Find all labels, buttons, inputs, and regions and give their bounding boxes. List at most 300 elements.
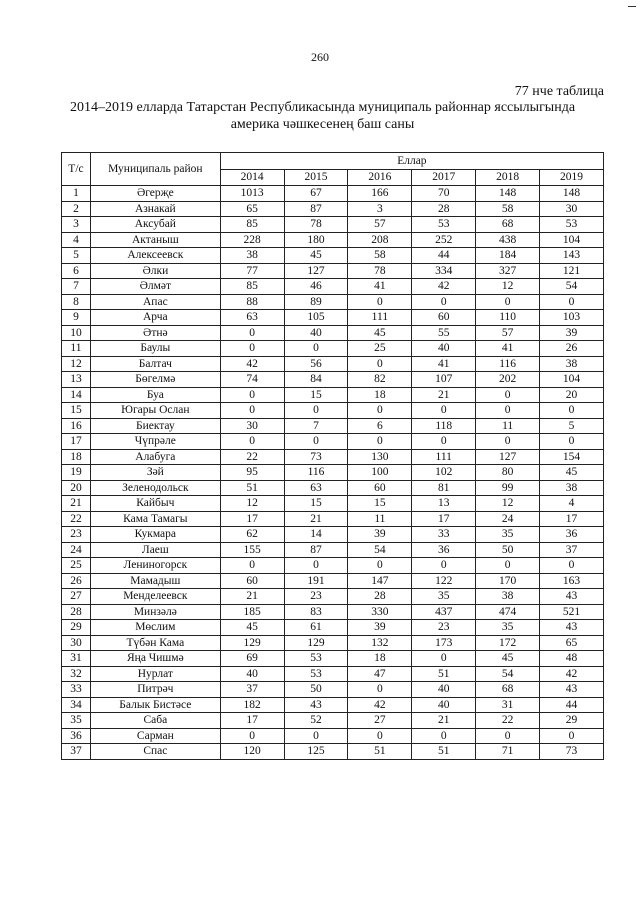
year-value: 208 bbox=[348, 232, 412, 248]
year-value: 99 bbox=[476, 480, 540, 496]
year-value: 26 bbox=[540, 341, 604, 357]
year-value: 14 bbox=[284, 527, 348, 543]
table-row bbox=[62, 465, 604, 481]
row-number: 30 bbox=[62, 635, 91, 651]
year-value: 78 bbox=[348, 263, 412, 279]
year-value: 0 bbox=[220, 403, 284, 419]
table-number: 77 нче таблица bbox=[514, 84, 604, 99]
table-row bbox=[62, 310, 604, 326]
year-value: 17 bbox=[220, 713, 284, 729]
year-value: 35 bbox=[476, 527, 540, 543]
table-row bbox=[62, 682, 604, 698]
table-row bbox=[62, 635, 604, 651]
table-row bbox=[62, 279, 604, 295]
year-value: 47 bbox=[348, 666, 412, 682]
year-value: 41 bbox=[476, 341, 540, 357]
year-value: 44 bbox=[412, 248, 476, 264]
year-value: 51 bbox=[348, 744, 412, 760]
row-number: 23 bbox=[62, 527, 91, 543]
year-value: 29 bbox=[540, 713, 604, 729]
table-row bbox=[62, 434, 604, 450]
row-number: 14 bbox=[62, 387, 91, 403]
year-value: 173 bbox=[412, 635, 476, 651]
district-name: Алабуга bbox=[90, 449, 220, 465]
district-name: Бөгелмә bbox=[90, 372, 220, 388]
year-value: 65 bbox=[540, 635, 604, 651]
year-value: 0 bbox=[284, 403, 348, 419]
district-name: Кайбыч bbox=[90, 496, 220, 512]
year-value: 50 bbox=[284, 682, 348, 698]
year-value: 87 bbox=[284, 542, 348, 558]
district-name: Арча bbox=[90, 310, 220, 326]
year-value: 0 bbox=[220, 728, 284, 744]
year-value: 163 bbox=[540, 573, 604, 589]
year-value: 17 bbox=[220, 511, 284, 527]
year-value: 38 bbox=[540, 356, 604, 372]
table-row bbox=[62, 651, 604, 667]
row-number: 2 bbox=[62, 201, 91, 217]
row-number: 28 bbox=[62, 604, 91, 620]
year-value: 172 bbox=[476, 635, 540, 651]
table-row bbox=[62, 542, 604, 558]
district-name: Баулы bbox=[90, 341, 220, 357]
district-name: Кама Тамагы bbox=[90, 511, 220, 527]
year-value: 7 bbox=[284, 418, 348, 434]
table-body bbox=[62, 186, 604, 760]
year-value: 13 bbox=[412, 496, 476, 512]
year-value: 39 bbox=[348, 620, 412, 636]
year-value: 63 bbox=[284, 480, 348, 496]
year-value: 521 bbox=[540, 604, 604, 620]
year-value: 100 bbox=[348, 465, 412, 481]
district-name: Әлмәт bbox=[90, 279, 220, 295]
row-number: 15 bbox=[62, 403, 91, 419]
year-value: 37 bbox=[220, 682, 284, 698]
table-row bbox=[62, 341, 604, 357]
year-value: 40 bbox=[412, 682, 476, 698]
year-value: 4 bbox=[540, 496, 604, 512]
district-name: Аксубай bbox=[90, 217, 220, 233]
page-number: 260 bbox=[311, 50, 329, 64]
year-value: 56 bbox=[284, 356, 348, 372]
year-value: 104 bbox=[540, 232, 604, 248]
year-value: 22 bbox=[220, 449, 284, 465]
year-value: 0 bbox=[476, 434, 540, 450]
year-value: 0 bbox=[220, 341, 284, 357]
year-value: 54 bbox=[540, 279, 604, 295]
year-value: 53 bbox=[540, 217, 604, 233]
table-row bbox=[62, 248, 604, 264]
year-value: 102 bbox=[412, 465, 476, 481]
year-value: 334 bbox=[412, 263, 476, 279]
year-value: 0 bbox=[476, 403, 540, 419]
row-number: 29 bbox=[62, 620, 91, 636]
year-value: 143 bbox=[540, 248, 604, 264]
year-value: 36 bbox=[540, 527, 604, 543]
district-name: Әгерҗе bbox=[90, 186, 220, 202]
header-year: 2017 bbox=[412, 169, 476, 186]
year-value: 182 bbox=[220, 697, 284, 713]
year-value: 12 bbox=[476, 279, 540, 295]
header-year: 2019 bbox=[540, 169, 604, 186]
year-value: 53 bbox=[284, 666, 348, 682]
year-value: 40 bbox=[412, 697, 476, 713]
table-row bbox=[62, 201, 604, 217]
district-name: Актаныш bbox=[90, 232, 220, 248]
year-value: 148 bbox=[476, 186, 540, 202]
district-name: Түбән Кама bbox=[90, 635, 220, 651]
year-value: 21 bbox=[412, 387, 476, 403]
year-value: 30 bbox=[540, 201, 604, 217]
row-number: 33 bbox=[62, 682, 91, 698]
year-value: 0 bbox=[412, 728, 476, 744]
year-value: 0 bbox=[220, 434, 284, 450]
year-value: 147 bbox=[348, 573, 412, 589]
year-value: 57 bbox=[348, 217, 412, 233]
table-row bbox=[62, 356, 604, 372]
year-value: 6 bbox=[348, 418, 412, 434]
year-value: 78 bbox=[284, 217, 348, 233]
district-name: Әлки bbox=[90, 263, 220, 279]
year-value: 438 bbox=[476, 232, 540, 248]
year-value: 11 bbox=[476, 418, 540, 434]
table-row bbox=[62, 387, 604, 403]
year-value: 38 bbox=[476, 589, 540, 605]
year-value: 22 bbox=[476, 713, 540, 729]
year-value: 18 bbox=[348, 651, 412, 667]
table-row bbox=[62, 728, 604, 744]
row-number: 10 bbox=[62, 325, 91, 341]
year-value: 116 bbox=[476, 356, 540, 372]
year-value: 15 bbox=[348, 496, 412, 512]
table-row bbox=[62, 263, 604, 279]
year-value: 30 bbox=[220, 418, 284, 434]
table-row bbox=[62, 372, 604, 388]
year-value: 104 bbox=[540, 372, 604, 388]
year-value: 33 bbox=[412, 527, 476, 543]
year-value: 73 bbox=[540, 744, 604, 760]
year-value: 51 bbox=[412, 744, 476, 760]
corner-mark bbox=[628, 6, 636, 7]
year-value: 120 bbox=[220, 744, 284, 760]
header-district: Муниципаль район bbox=[90, 153, 220, 186]
year-value: 38 bbox=[540, 480, 604, 496]
header-year: 2016 bbox=[348, 169, 412, 186]
row-number: 22 bbox=[62, 511, 91, 527]
table-row bbox=[62, 403, 604, 419]
year-value: 51 bbox=[220, 480, 284, 496]
year-value: 43 bbox=[540, 589, 604, 605]
year-value: 36 bbox=[412, 542, 476, 558]
row-number: 1 bbox=[62, 186, 91, 202]
year-value: 37 bbox=[540, 542, 604, 558]
year-value: 185 bbox=[220, 604, 284, 620]
year-value: 0 bbox=[284, 434, 348, 450]
year-value: 127 bbox=[476, 449, 540, 465]
row-number: 7 bbox=[62, 279, 91, 295]
district-name: Мөслим bbox=[90, 620, 220, 636]
row-number: 27 bbox=[62, 589, 91, 605]
data-table bbox=[61, 152, 604, 760]
year-value: 38 bbox=[220, 248, 284, 264]
row-number: 6 bbox=[62, 263, 91, 279]
year-value: 35 bbox=[476, 620, 540, 636]
year-value: 107 bbox=[412, 372, 476, 388]
district-name: Спас bbox=[90, 744, 220, 760]
year-value: 155 bbox=[220, 542, 284, 558]
year-value: 35 bbox=[412, 589, 476, 605]
year-value: 25 bbox=[348, 341, 412, 357]
table-row bbox=[62, 697, 604, 713]
year-value: 0 bbox=[348, 403, 412, 419]
year-value: 45 bbox=[476, 651, 540, 667]
year-value: 45 bbox=[540, 465, 604, 481]
row-number: 3 bbox=[62, 217, 91, 233]
year-value: 40 bbox=[412, 341, 476, 357]
year-value: 0 bbox=[412, 651, 476, 667]
year-value: 65 bbox=[220, 201, 284, 217]
year-value: 15 bbox=[284, 496, 348, 512]
year-value: 132 bbox=[348, 635, 412, 651]
year-value: 67 bbox=[284, 186, 348, 202]
year-value: 81 bbox=[412, 480, 476, 496]
year-value: 116 bbox=[284, 465, 348, 481]
district-name: Сарман bbox=[90, 728, 220, 744]
year-value: 474 bbox=[476, 604, 540, 620]
district-name: Зеленодольск bbox=[90, 480, 220, 496]
year-value: 24 bbox=[476, 511, 540, 527]
year-value: 45 bbox=[284, 248, 348, 264]
year-value: 28 bbox=[412, 201, 476, 217]
table-header bbox=[62, 153, 604, 186]
district-name: Балтач bbox=[90, 356, 220, 372]
year-value: 45 bbox=[220, 620, 284, 636]
row-number: 25 bbox=[62, 558, 91, 574]
year-value: 180 bbox=[284, 232, 348, 248]
year-value: 63 bbox=[220, 310, 284, 326]
row-number: 9 bbox=[62, 310, 91, 326]
district-name: Буа bbox=[90, 387, 220, 403]
year-value: 5 bbox=[540, 418, 604, 434]
row-number: 35 bbox=[62, 713, 91, 729]
table-title-line-2: америка чәшкесенең баш саны bbox=[230, 117, 415, 132]
row-number: 21 bbox=[62, 496, 91, 512]
year-value: 69 bbox=[220, 651, 284, 667]
header-row-top bbox=[62, 153, 604, 170]
year-value: 125 bbox=[284, 744, 348, 760]
year-value: 0 bbox=[412, 294, 476, 310]
year-value: 0 bbox=[412, 403, 476, 419]
table-row bbox=[62, 527, 604, 543]
year-value: 42 bbox=[220, 356, 284, 372]
year-value: 43 bbox=[284, 697, 348, 713]
year-value: 62 bbox=[220, 527, 284, 543]
year-value: 51 bbox=[412, 666, 476, 682]
year-value: 118 bbox=[412, 418, 476, 434]
year-value: 44 bbox=[540, 697, 604, 713]
year-value: 82 bbox=[348, 372, 412, 388]
row-number: 32 bbox=[62, 666, 91, 682]
year-value: 0 bbox=[284, 558, 348, 574]
year-value: 73 bbox=[284, 449, 348, 465]
year-value: 170 bbox=[476, 573, 540, 589]
year-value: 80 bbox=[476, 465, 540, 481]
year-value: 0 bbox=[540, 728, 604, 744]
table-row bbox=[62, 589, 604, 605]
year-value: 31 bbox=[476, 697, 540, 713]
year-value: 83 bbox=[284, 604, 348, 620]
year-value: 0 bbox=[348, 558, 412, 574]
year-value: 437 bbox=[412, 604, 476, 620]
year-value: 46 bbox=[284, 279, 348, 295]
year-value: 43 bbox=[540, 620, 604, 636]
table-title bbox=[40, 99, 605, 133]
year-value: 70 bbox=[412, 186, 476, 202]
district-name: Мамадыш bbox=[90, 573, 220, 589]
table-title-line-1: 2014–2019 елларда Татарстан Республикасында муниципаль районнар яссылыгында bbox=[69, 100, 576, 115]
district-name: Биектау bbox=[90, 418, 220, 434]
year-value: 42 bbox=[412, 279, 476, 295]
year-value: 60 bbox=[348, 480, 412, 496]
row-number: 26 bbox=[62, 573, 91, 589]
table-row bbox=[62, 744, 604, 760]
row-number: 36 bbox=[62, 728, 91, 744]
district-name: Нурлат bbox=[90, 666, 220, 682]
year-value: 11 bbox=[348, 511, 412, 527]
row-number: 5 bbox=[62, 248, 91, 264]
row-number: 18 bbox=[62, 449, 91, 465]
year-value: 127 bbox=[284, 263, 348, 279]
year-value: 154 bbox=[540, 449, 604, 465]
year-value: 0 bbox=[476, 728, 540, 744]
year-value: 3 bbox=[348, 201, 412, 217]
row-number: 37 bbox=[62, 744, 91, 760]
row-number: 19 bbox=[62, 465, 91, 481]
year-value: 18 bbox=[348, 387, 412, 403]
row-number: 31 bbox=[62, 651, 91, 667]
year-value: 0 bbox=[348, 682, 412, 698]
year-value: 21 bbox=[284, 511, 348, 527]
year-value: 58 bbox=[476, 201, 540, 217]
year-value: 54 bbox=[476, 666, 540, 682]
year-value: 53 bbox=[412, 217, 476, 233]
year-value: 60 bbox=[412, 310, 476, 326]
table-row bbox=[62, 480, 604, 496]
year-value: 60 bbox=[220, 573, 284, 589]
year-value: 85 bbox=[220, 279, 284, 295]
year-value: 122 bbox=[412, 573, 476, 589]
row-number: 20 bbox=[62, 480, 91, 496]
year-value: 88 bbox=[220, 294, 284, 310]
table-row bbox=[62, 620, 604, 636]
district-name: Яңа Чишмә bbox=[90, 651, 220, 667]
year-value: 61 bbox=[284, 620, 348, 636]
table-row bbox=[62, 418, 604, 434]
year-value: 77 bbox=[220, 263, 284, 279]
year-value: 130 bbox=[348, 449, 412, 465]
year-value: 68 bbox=[476, 217, 540, 233]
district-name: Кукмара bbox=[90, 527, 220, 543]
row-number: 8 bbox=[62, 294, 91, 310]
year-value: 39 bbox=[540, 325, 604, 341]
year-value: 42 bbox=[540, 666, 604, 682]
year-value: 103 bbox=[540, 310, 604, 326]
year-value: 327 bbox=[476, 263, 540, 279]
year-value: 0 bbox=[220, 325, 284, 341]
district-name: Питрәч bbox=[90, 682, 220, 698]
year-value: 0 bbox=[348, 356, 412, 372]
year-value: 54 bbox=[348, 542, 412, 558]
district-name: Зәй bbox=[90, 465, 220, 481]
row-number: 24 bbox=[62, 542, 91, 558]
year-value: 0 bbox=[540, 558, 604, 574]
year-value: 0 bbox=[540, 294, 604, 310]
year-value: 68 bbox=[476, 682, 540, 698]
year-value: 330 bbox=[348, 604, 412, 620]
row-number: 12 bbox=[62, 356, 91, 372]
year-value: 28 bbox=[348, 589, 412, 605]
table-row bbox=[62, 573, 604, 589]
year-value: 71 bbox=[476, 744, 540, 760]
header-num: Т/с bbox=[62, 153, 91, 186]
year-value: 191 bbox=[284, 573, 348, 589]
row-number: 13 bbox=[62, 372, 91, 388]
year-value: 12 bbox=[476, 496, 540, 512]
year-value: 0 bbox=[348, 434, 412, 450]
header-year: 2014 bbox=[220, 169, 284, 186]
year-value: 17 bbox=[540, 511, 604, 527]
district-name: Апас bbox=[90, 294, 220, 310]
table-row bbox=[62, 186, 604, 202]
year-value: 0 bbox=[412, 558, 476, 574]
table-row bbox=[62, 294, 604, 310]
year-value: 95 bbox=[220, 465, 284, 481]
year-value: 0 bbox=[220, 387, 284, 403]
year-value: 45 bbox=[348, 325, 412, 341]
year-value: 184 bbox=[476, 248, 540, 264]
year-value: 166 bbox=[348, 186, 412, 202]
district-name: Чүпрәле bbox=[90, 434, 220, 450]
year-value: 111 bbox=[348, 310, 412, 326]
year-value: 0 bbox=[284, 341, 348, 357]
district-name: Әтнә bbox=[90, 325, 220, 341]
year-value: 87 bbox=[284, 201, 348, 217]
year-value: 110 bbox=[476, 310, 540, 326]
table-row bbox=[62, 511, 604, 527]
year-value: 129 bbox=[284, 635, 348, 651]
district-name: Минзәлә bbox=[90, 604, 220, 620]
year-value: 21 bbox=[220, 589, 284, 605]
year-value: 41 bbox=[412, 356, 476, 372]
year-value: 0 bbox=[476, 294, 540, 310]
year-value: 0 bbox=[284, 728, 348, 744]
year-value: 41 bbox=[348, 279, 412, 295]
year-value: 1013 bbox=[220, 186, 284, 202]
year-value: 27 bbox=[348, 713, 412, 729]
year-value: 21 bbox=[412, 713, 476, 729]
year-value: 202 bbox=[476, 372, 540, 388]
row-number: 16 bbox=[62, 418, 91, 434]
year-value: 23 bbox=[284, 589, 348, 605]
table-row bbox=[62, 217, 604, 233]
table-row bbox=[62, 325, 604, 341]
year-value: 17 bbox=[412, 511, 476, 527]
year-value: 252 bbox=[412, 232, 476, 248]
year-value: 0 bbox=[476, 558, 540, 574]
row-number: 17 bbox=[62, 434, 91, 450]
year-value: 105 bbox=[284, 310, 348, 326]
year-value: 0 bbox=[348, 294, 412, 310]
